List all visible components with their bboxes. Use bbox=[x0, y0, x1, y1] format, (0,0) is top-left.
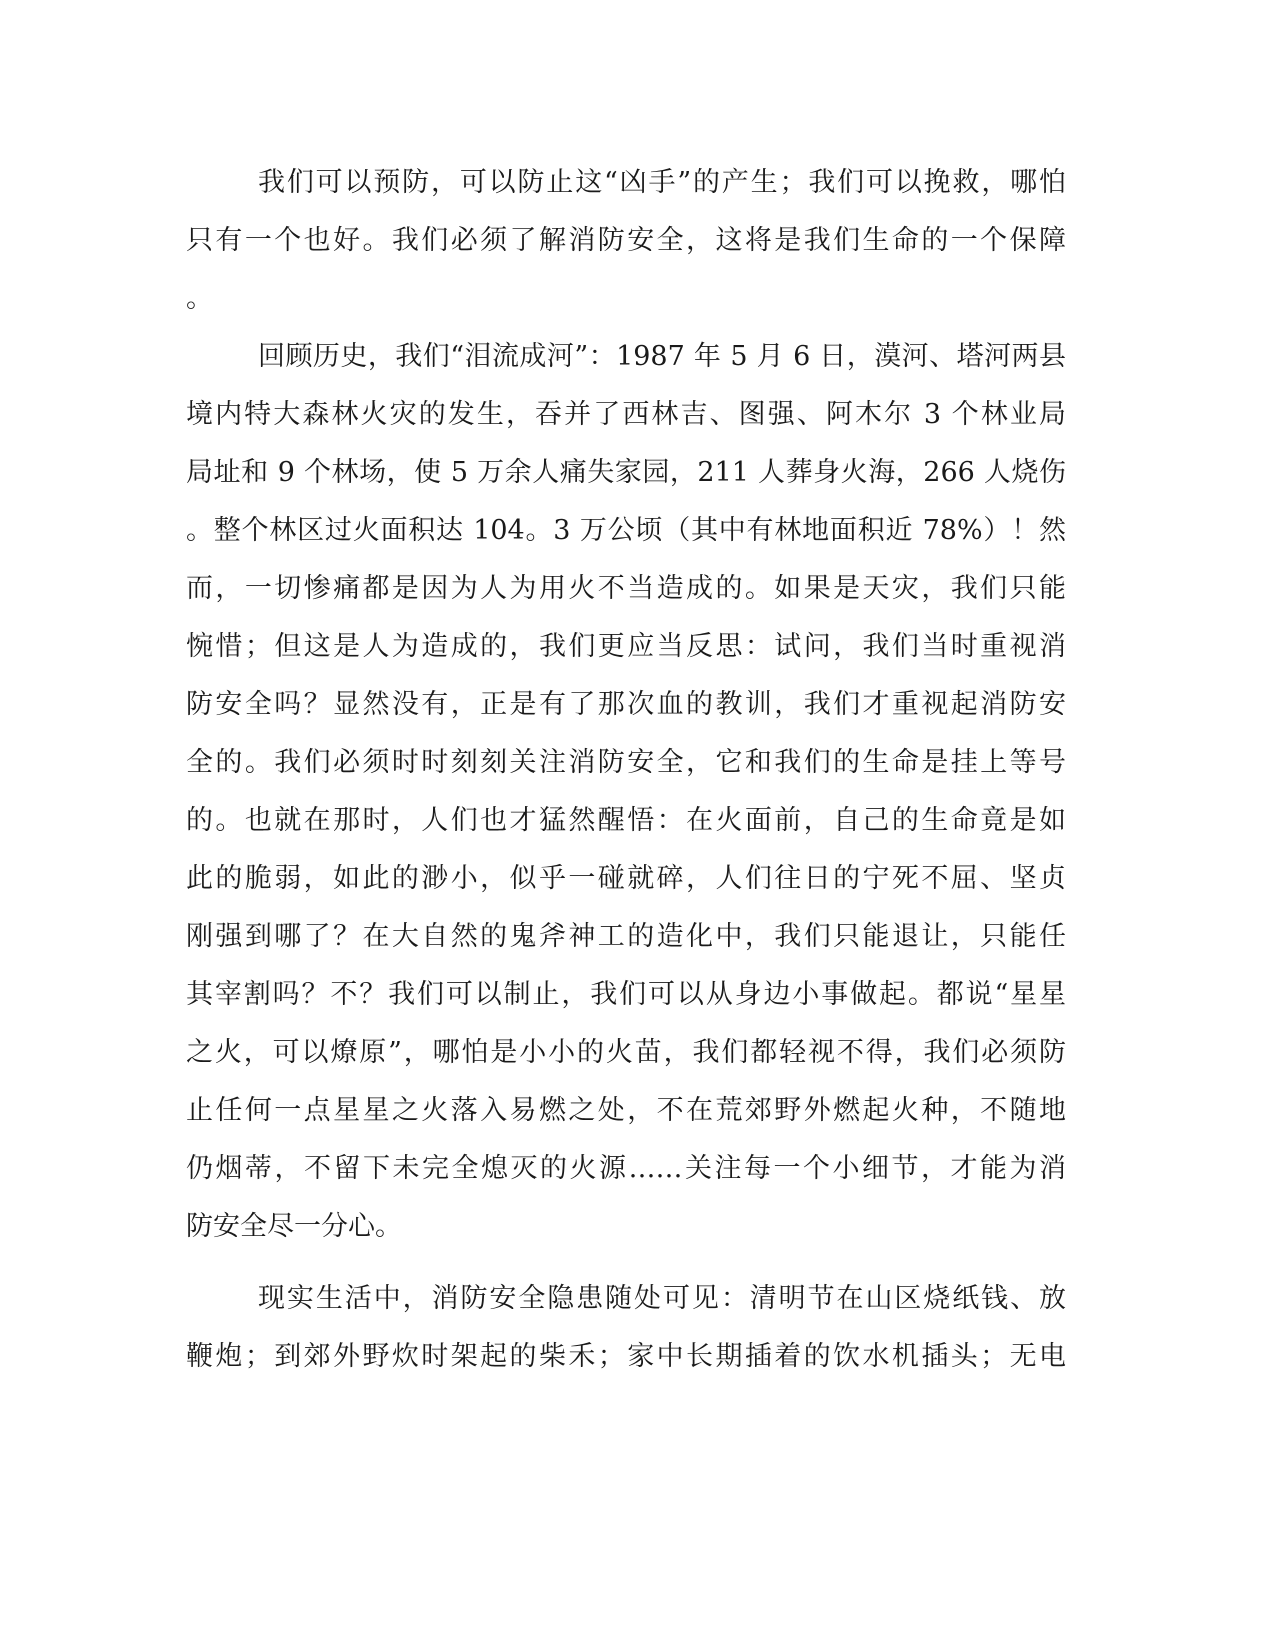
paragraph-1-line-1: 我们可以预防，可以防止这“凶手”的产生；我们可以挽救，哪怕 bbox=[258, 167, 1066, 198]
paragraph-2-line-11: 刚强到哪了？在大自然的鬼斧神工的造化中，我们只能退让，只能任 bbox=[186, 921, 1066, 952]
paragraph-2-line-12: 其宰割吗？不？我们可以制止，我们可以从身边小事做起。都说“星星 bbox=[186, 979, 1066, 1010]
paragraph-2-line-15: 仍烟蒂，不留下未完全熄灭的火源……关注每一个小细节，才能为消 bbox=[186, 1153, 1066, 1184]
paragraph-2-line-8: 全的。我们必须时时刻刻关注消防安全，它和我们的生命是挂上等号 bbox=[186, 747, 1066, 778]
paragraph-2-line-5: 而，一切惨痛都是因为人为用火不当造成的。如果是天灾，我们只能 bbox=[186, 573, 1066, 604]
paragraph-2-line-2: 境内特大森林火灾的发生，吞并了西林吉、图强、阿木尔 3 个林业局 bbox=[186, 399, 1066, 430]
paragraph-2-line-6: 惋惜；但这是人为造成的，我们更应当反思：试问，我们当时重视消 bbox=[186, 631, 1066, 662]
paragraph-2-line-1: 回顾历史，我们“泪流成河”：1987 年 5 月 6 日，漠河、塔河两县 bbox=[258, 341, 1066, 372]
paragraph-2-line-3: 局址和 9 个林场，使 5 万余人痛失家园，211 人葬身火海，266 人烧伤 bbox=[186, 457, 1066, 488]
paragraph-2-line-4: 。整个林区过火面积达 104。3 万公顷（其中有林地面积近 78%）！然 bbox=[186, 515, 1066, 546]
paragraph-2-line-14: 止任何一点星星之火落入易燃之处，不在荒郊野外燃起火种，不随地 bbox=[186, 1095, 1066, 1126]
paragraph-2-line-16: 防安全尽一分心。 bbox=[186, 1211, 402, 1242]
paragraph-2-line-9: 的。也就在那时，人们也才猛然醒悟：在火面前，自己的生命竟是如 bbox=[186, 805, 1066, 836]
paragraph-1-line-2: 只有一个也好。我们必须了解消防安全，这将是我们生命的一个保障 bbox=[186, 225, 1066, 256]
paragraph-3-line-1: 现实生活中，消防安全隐患随处可见：清明节在山区烧纸钱、放 bbox=[258, 1283, 1066, 1314]
paragraph-2-line-13: 之火，可以燎原”，哪怕是小小的火苗，我们都轻视不得，我们必须防 bbox=[186, 1037, 1066, 1068]
paragraph-3-line-2: 鞭炮；到郊外野炊时架起的柴禾；家中长期插着的饮水机插头；无电 bbox=[186, 1341, 1066, 1372]
paragraph-2-line-10: 此的脆弱，如此的渺小，似乎一碰就碎，人们往日的宁死不屈、坚贞 bbox=[186, 863, 1066, 894]
paragraph-2-line-7: 防安全吗？显然没有，正是有了那次血的教训，我们才重视起消防安 bbox=[186, 689, 1066, 720]
paragraph-1-line-3: 。 bbox=[186, 283, 213, 314]
